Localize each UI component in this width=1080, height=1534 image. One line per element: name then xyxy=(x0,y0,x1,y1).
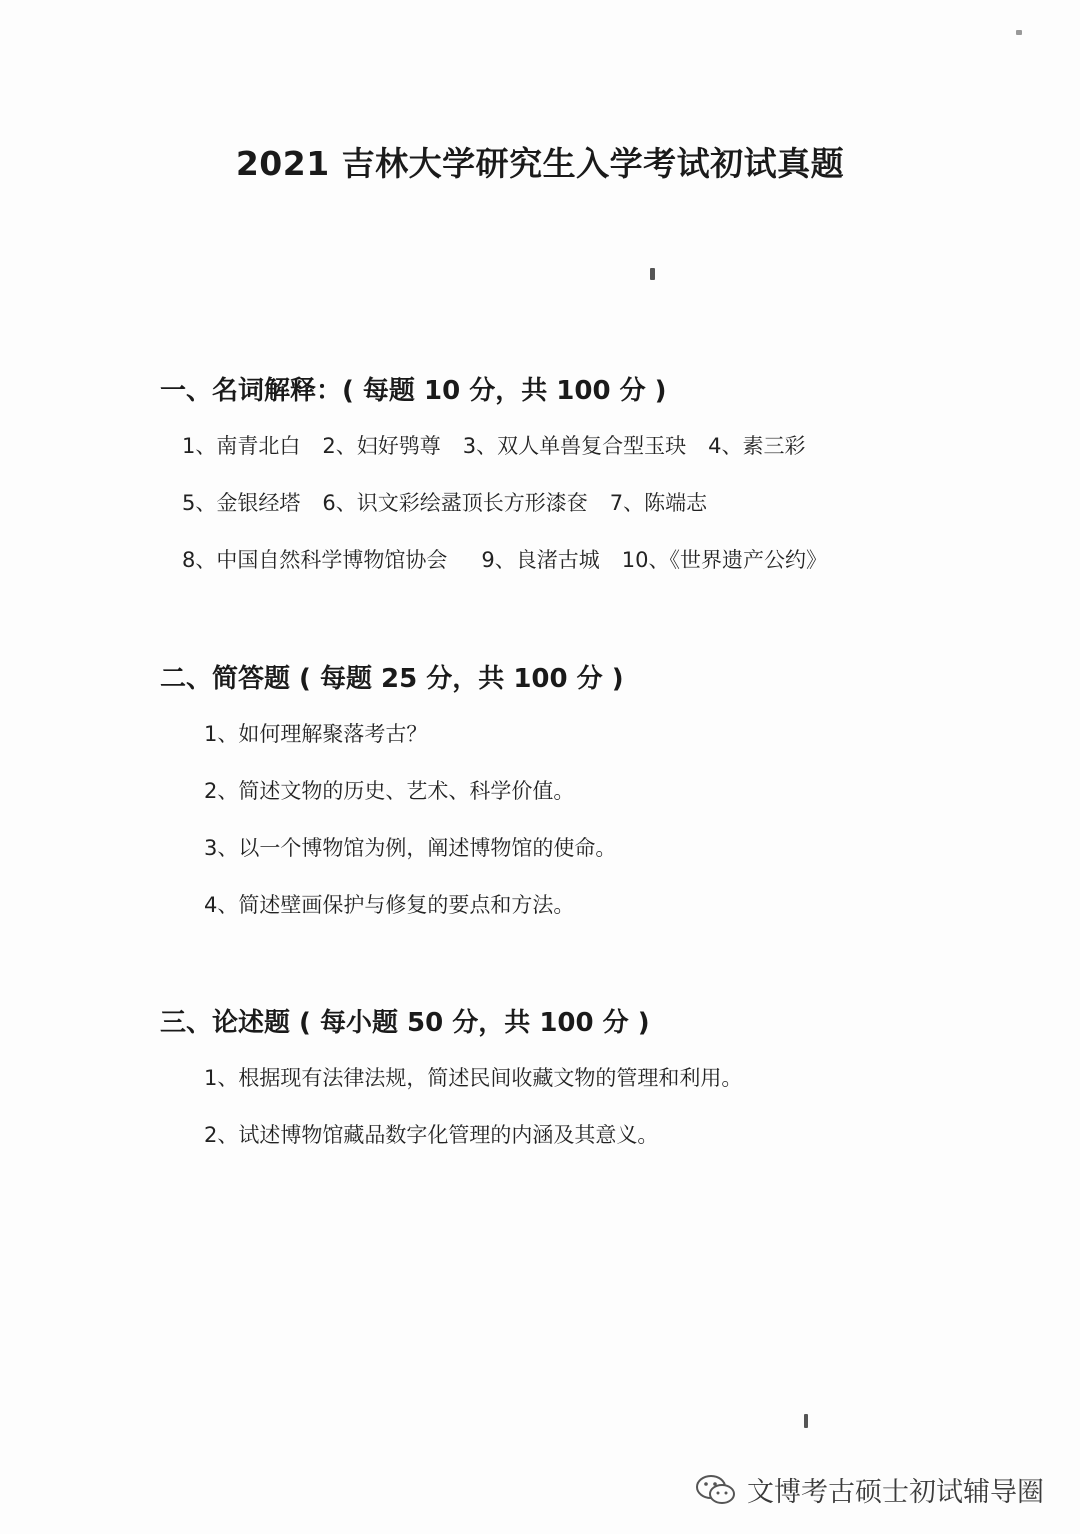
scan-speck xyxy=(1016,30,1022,35)
section-heading-essay: 三、论述题 ( 每小题 50 分，共 100 分 ) xyxy=(160,1008,650,1038)
question-item: 8、中国自然科学博物馆协会 xyxy=(182,548,448,572)
scan-speck xyxy=(804,1414,808,1428)
watermark xyxy=(695,1470,1044,1509)
question-line: 2、试述博物馆藏品数字化管理的内涵及其意义。 xyxy=(204,1123,659,1147)
question-item: 7、陈端志 xyxy=(609,491,708,515)
exam-title: 2021 吉林大学研究生入学考试初试真题 xyxy=(235,144,845,183)
section-heading-terms: 一、名词解释：( 每题 10 分，共 100 分 ) xyxy=(160,376,667,406)
question-item: 9、良渚古城 xyxy=(481,548,600,572)
question-item: 1、南青北白 xyxy=(182,434,301,458)
wechat-icon xyxy=(695,1473,737,1507)
question-line xyxy=(182,544,827,574)
section-heading-short-answer: 二、简答题 ( 每题 25 分，共 100 分 ) xyxy=(160,664,624,694)
question-item: 6、识文彩绘盝顶长方形漆奁 xyxy=(322,491,588,515)
question-line: 1、根据现有法律法规，简述民间收藏文物的管理和利用。 xyxy=(204,1066,743,1090)
question-item: 2、妇好鸮尊 xyxy=(322,434,441,458)
question-line xyxy=(182,430,806,460)
question-line: 1、如何理解聚落考古？ xyxy=(204,722,428,746)
scan-speck xyxy=(650,268,655,280)
question-line xyxy=(182,487,707,517)
question-item: 5、金银经塔 xyxy=(182,491,301,515)
question-line: 3、以一个博物馆为例，阐述博物馆的使命。 xyxy=(204,836,617,860)
question-line: 4、简述壁画保护与修复的要点和方法。 xyxy=(204,893,575,917)
question-line: 2、简述文物的历史、艺术、科学价值。 xyxy=(204,779,575,803)
question-item: 10、《世界遗产公约》 xyxy=(621,548,827,572)
question-item: 3、双人单兽复合型玉玦 xyxy=(462,434,687,458)
question-item: 4、素三彩 xyxy=(708,434,806,458)
watermark-text: 文博考古硕士初试辅导圈 xyxy=(747,1477,1044,1508)
